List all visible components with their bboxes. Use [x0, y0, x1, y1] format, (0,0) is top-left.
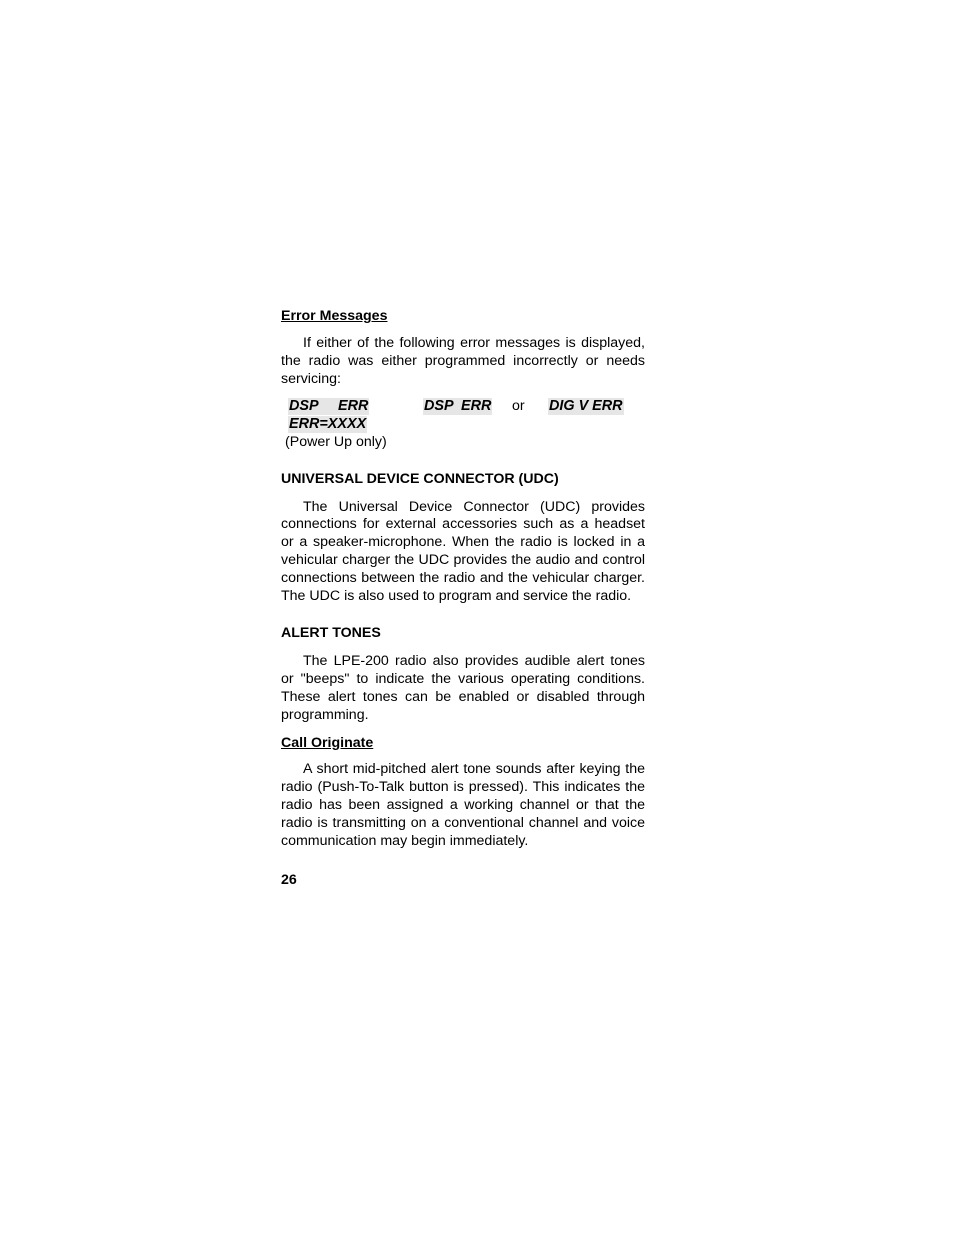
error-messages-heading: Error Messages	[281, 308, 388, 324]
error-code-err-xxxx: ERR=XXXX	[289, 415, 367, 432]
error-code-separator: or	[512, 397, 525, 414]
page-number: 26	[281, 871, 297, 888]
call-originate-heading: Call Originate	[281, 734, 374, 751]
error-code-list	[281, 398, 645, 452]
error-code-dsp-err: DSP ERR	[289, 397, 369, 414]
udc-heading: UNIVERSAL DEVICE CONNECTOR (UDC)	[281, 470, 559, 487]
error-code-dig-v-err: DIG V ERR	[549, 397, 623, 414]
error-code-dsp-err-alt: DSP ERR	[424, 397, 492, 414]
alert-tones-body: The LPE-200 radio also provides audible alert tones or "beeps" to indicate the various operating conditions. These alert tones can be enabled or disabled through programming.	[281, 652, 645, 723]
call-originate-body: A short mid-pitched alert tone sounds after keying the radio (Push-To-Talk button is pressed). This indicates the radio has been assigned a working channel or that the radio is transmitting on a conventional channel and voice communication may begin immediately.	[281, 761, 645, 850]
error-messages-intro: If either of the following error messages is displayed, the radio was either programmed incorrectly or needs servicing:	[281, 334, 645, 387]
alert-tones-heading: ALERT TONES	[281, 624, 381, 641]
manual-page	[281, 308, 645, 890]
power-up-note: (Power Up only)	[285, 433, 387, 450]
udc-body: The Universal Device Connector (UDC) provides connections for external accessories such as a headset or a speaker-microphone. When the radio is locked in a vehicular charger the UDC provides the audio and control connections between the radio and the vehicular charger. The UDC is also used to program and service the radio.	[281, 498, 645, 605]
